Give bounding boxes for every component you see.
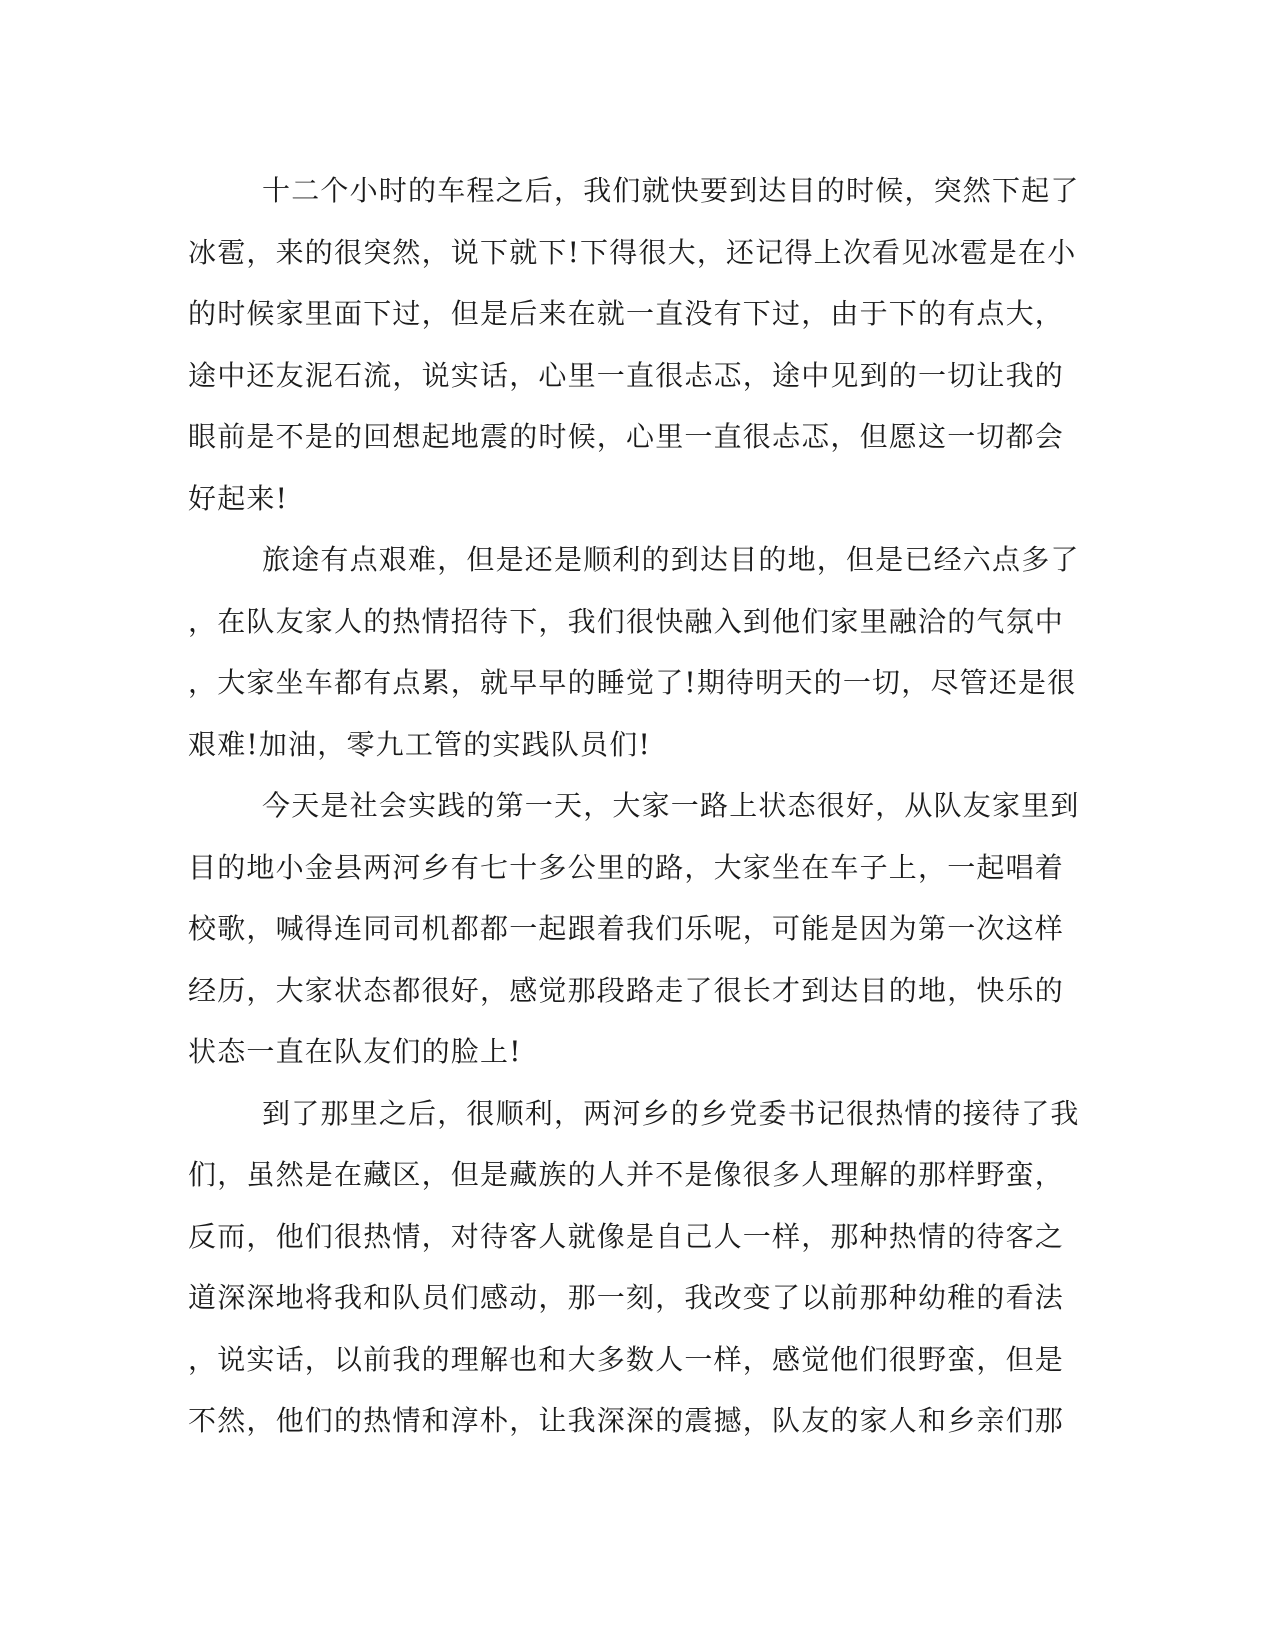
text-line: 不然，他们的热情和淳朴，让我深深的震撼，队友的家人和乡亲们那: [188, 1404, 1065, 1437]
text-line: 状态一直在队友们的脸上!: [188, 1035, 522, 1068]
text-line: 到了那里之后，很顺利，两河乡的乡党委书记很热情的接待了我: [262, 1096, 1080, 1130]
text-line: ，在队友家人的热情招待下，我们很快融入到他们家里融洽的气氛中: [188, 604, 1065, 638]
text-line: 十二个小时的车程之后，我们就快要到达目的时候，突然下起了: [262, 174, 1080, 207]
text-line: ，大家坐车都有点累，就早早的睡觉了!期待明天的一切，尽管还是很: [188, 666, 1077, 699]
text-line: 今天是社会实践的第一天，大家一路上状态很好，从队友家里到: [262, 789, 1080, 822]
text-line: 目的地小金县两河乡有七十多公里的路，大家坐在车子上，一起唱着: [188, 850, 1065, 884]
text-line: 校歌，喊得连同司机都都一起跟着我们乐呢，可能是因为第一次这样: [188, 912, 1065, 945]
text-line: 冰雹，来的很突然，说下就下!下得很大，还记得上次看见冰雹是在小: [188, 235, 1077, 269]
text-line: 的时候家里面下过，但是后来在就一直没有下过，由于下的有点大，: [188, 297, 1065, 330]
body-text: [188, 160, 1080, 1452]
text-line: 旅途有点艰难，但是还是顺利的到达目的地，但是已经六点多了: [262, 543, 1080, 576]
text-line: 们，虽然是在藏区，但是藏族的人并不是像很多人理解的那样野蛮，: [188, 1158, 1065, 1191]
text-line: 道深深地将我和队员们感动，那一刻，我改变了以前那种幼稚的看法: [188, 1281, 1065, 1314]
text-line: 途中还友泥石流，说实话，心里一直很忐忑，途中见到的一切让我的: [188, 358, 1065, 392]
text-line: 经历，大家状态都很好，感觉那段路走了很长才到达目的地，快乐的: [188, 973, 1065, 1007]
text-line: 艰难!加油，零九工管的实践队员们!: [188, 727, 651, 761]
text-line: ，说实话，以前我的理解也和大多数人一样，感觉他们很野蛮，但是: [188, 1342, 1065, 1376]
text-line: 反而，他们很热情，对待客人就像是自己人一样，那种热情的待客之: [188, 1219, 1065, 1253]
text-line: 好起来!: [188, 481, 289, 515]
text-line: 眼前是不是的回想起地震的时候，心里一直很忐忑，但愿这一切都会: [188, 420, 1065, 453]
